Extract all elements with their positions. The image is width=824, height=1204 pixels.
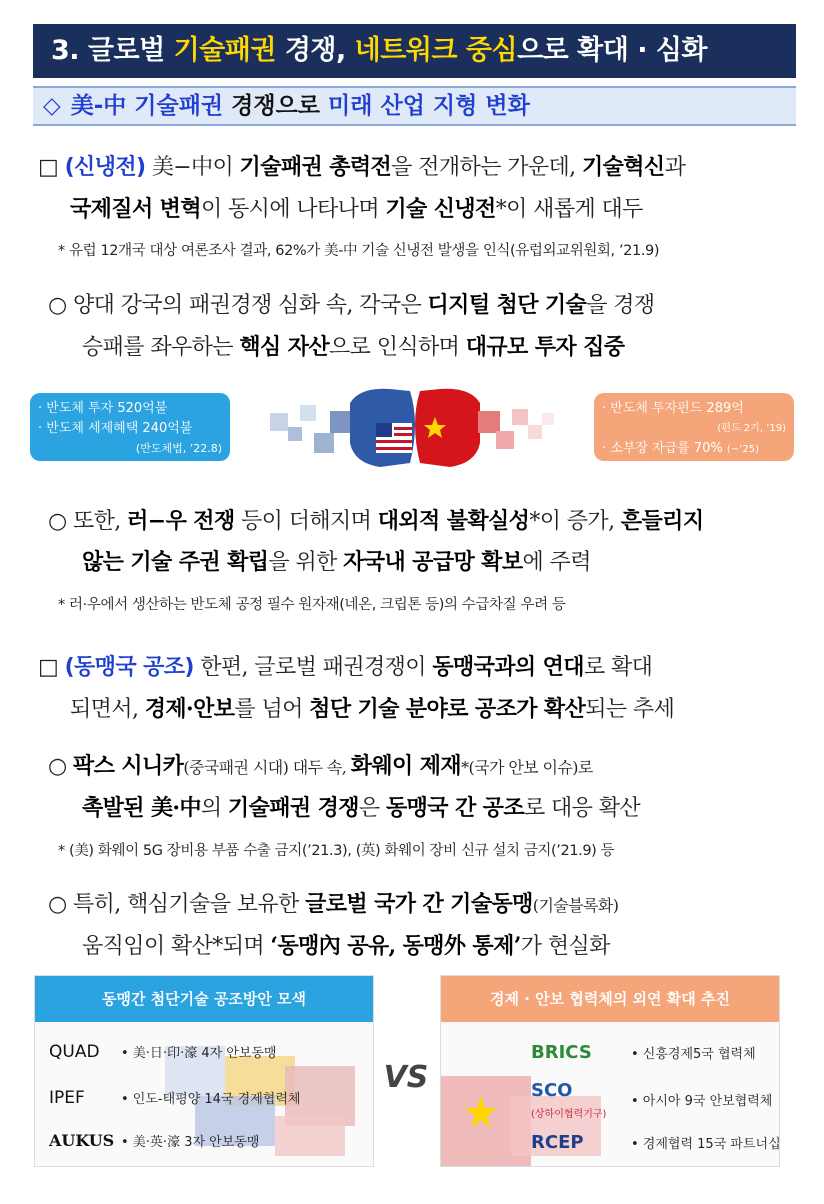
para-allies-line2	[70, 690, 674, 729]
text: *(국가 안보 이슈)로	[461, 758, 593, 777]
us-item-1: · 반도체 투자 520억불	[38, 401, 168, 416]
sco-row	[531, 1080, 772, 1122]
footnote-3: * (美) 화웨이 5G 장비용 부품 수출 금지(’21.3), (英) 화웨이 장비 신규 설치 금지(’21.9) 등	[58, 843, 615, 859]
text: *이 증가,	[529, 509, 621, 534]
text: 를 넘어	[234, 697, 310, 722]
cn-item-2-note: (~’25)	[726, 444, 760, 455]
text: 로 대응 확산	[523, 796, 641, 821]
text: 자국내 공급망 확보	[343, 549, 523, 575]
alliance-box-right	[440, 975, 780, 1167]
para-cold-war-line1	[38, 148, 685, 187]
subtitle-a: 美-中 기술패권	[70, 93, 224, 119]
ipef-row	[49, 1088, 300, 1108]
rcep-desc: • 경제협력 15국 파트너십	[631, 1137, 781, 1152]
text: 기술 신냉전	[385, 196, 496, 222]
text: *이 새롭게 대두	[495, 197, 643, 222]
text: 美−中이	[145, 155, 240, 180]
text: 이 동시에 나타나며	[200, 197, 386, 222]
sco-desc: • 아시아 9국 안보협력체	[631, 1094, 773, 1109]
text: 기술혁신	[581, 154, 665, 180]
text: 기술패권 경쟁	[227, 795, 359, 821]
para-war-line2	[82, 543, 591, 582]
text: 국제질서 변혁	[70, 196, 201, 222]
text: 을 위한	[268, 550, 344, 575]
right-box-title: 경제 · 안보 협력체의 외연 확대 추진	[441, 976, 779, 1022]
quad-logo: QUAD	[49, 1042, 100, 1062]
para-allies-line1	[38, 648, 652, 687]
title-mid: 경쟁,	[275, 35, 355, 66]
checkbox-icon: □	[38, 655, 59, 680]
text: 은	[358, 796, 386, 821]
alliance-box-left	[34, 975, 374, 1167]
text: 러−우 전쟁	[127, 508, 235, 534]
text: 팍스 시니카	[73, 753, 184, 779]
us-note: (반도체법, ’22.8)	[135, 442, 222, 455]
tag-cold-war: (신냉전)	[64, 155, 146, 180]
footnote-2: * 러·우에서 생산하는 반도체 공정 필수 원자재(네온, 크립톤 등)의 수급차질 우려 등	[58, 597, 566, 613]
text: 글로벌 국가 간 기술동맹	[305, 891, 533, 917]
aukus-row	[49, 1131, 259, 1150]
aukus-logo: AUKUS	[49, 1131, 115, 1150]
text: 가 현실화	[520, 934, 610, 959]
text: ○ 특히, 핵심기술을 보유한	[48, 892, 306, 917]
text: 으로 인식하며	[329, 335, 466, 360]
subtitle-bar	[33, 86, 796, 126]
brics-desc: • 신흥경제5국 협력체	[631, 1047, 756, 1062]
text: ‘동맹內 공유, 동맹外 통제’	[270, 933, 521, 959]
para-sinica-line1	[48, 747, 593, 787]
footnote-1: * 유럽 12개국 대상 여론조사 결과, 62%가 美-中 기술 신냉전 발생을 인식(유럽외교위원회, ’21.9)	[58, 243, 660, 259]
text: 동맹국 간 공조	[385, 795, 524, 821]
para-digital-line1	[48, 286, 655, 325]
section-title	[33, 24, 796, 78]
brics-row	[531, 1042, 756, 1063]
subtitle-c: 미래 산업 지형 변화	[328, 93, 530, 119]
us-item-2: · 반도체 세제혜택 240억불	[38, 421, 193, 436]
text: 을 경쟁	[586, 293, 655, 318]
text: 핵심 자산	[239, 334, 330, 360]
text: 동맹국과의 연대	[432, 654, 584, 680]
text: 않는 기술 주권 확립	[82, 549, 269, 575]
rcep-row	[531, 1132, 781, 1153]
cn-investment-bubble	[594, 393, 794, 461]
left-box-title: 동맹간 첨단기술 공조방안 모색	[35, 976, 373, 1022]
text: 기술패권 총력전	[239, 154, 392, 180]
text: 승패를 좌우하는	[82, 335, 240, 360]
text: (중국패권 시대) 대두 속,	[183, 758, 351, 777]
rcep-logo: RCEP	[531, 1132, 584, 1153]
text: 의	[200, 796, 228, 821]
sco-logo: SCO	[531, 1080, 573, 1101]
aukus-desc: • 美·英·濠 3자 안보동맹	[121, 1135, 260, 1150]
text: ○ 또한,	[48, 509, 128, 534]
para-sinica-line2	[82, 789, 640, 828]
text: 촉발된 美·中	[82, 795, 201, 821]
ipef-logo: IPEF	[49, 1088, 85, 1108]
text: 등이 더해지며	[234, 509, 378, 534]
vs-label: VS	[383, 1060, 429, 1095]
us-investment-bubble	[30, 393, 230, 461]
title-highlight-2: 네트워크 중심	[354, 35, 518, 66]
text: 로 확대	[583, 655, 653, 680]
text: (기술블록화)	[532, 896, 619, 915]
text: 되는 추세	[585, 697, 675, 722]
diamond-icon: ◇	[43, 93, 61, 119]
para-bloc-line2	[82, 927, 610, 966]
text: 과	[664, 155, 686, 180]
text: 흔들리지	[620, 508, 704, 534]
text: 첨단 기술 분야로 공조가 확산	[309, 696, 586, 722]
investment-banner	[30, 383, 794, 475]
boxing-gloves-image	[270, 383, 560, 475]
para-bloc-line1	[48, 885, 618, 925]
quad-desc: • 美·日·印·濠 4자 안보동맹	[121, 1046, 277, 1061]
subtitle-b: 경쟁으로	[223, 93, 329, 119]
text: 디지털 첨단 기술	[427, 292, 587, 318]
title-highlight-1: 기술패권	[173, 35, 276, 66]
text: 움직임이 확산*되며	[82, 934, 271, 959]
text: 을 전개하는 가운데,	[391, 155, 582, 180]
text: 한편, 글로벌 패권경쟁이	[193, 655, 433, 680]
text: 되면서,	[70, 697, 145, 722]
sco-sub: (상하이협력기구)	[531, 1109, 607, 1120]
tag-allies: (동맹국 공조)	[64, 655, 194, 680]
text: 경제·안보	[144, 696, 235, 722]
checkbox-icon: □	[38, 155, 59, 180]
para-cold-war-line2	[70, 190, 643, 229]
text: ○	[48, 754, 73, 779]
cn-item-1: · 반도체 투자펀드 289억	[602, 401, 744, 416]
text: 화웨이 제재	[350, 753, 462, 779]
brics-logo: BRICS	[531, 1042, 592, 1063]
text: ○ 양대 강국의 패권경쟁 심화 속, 각국은	[48, 293, 428, 318]
sco-logo-wrap	[531, 1080, 631, 1122]
cn-item-2: · 소부장 자급률 70%	[602, 441, 723, 456]
quad-row	[49, 1042, 277, 1062]
para-digital-line2	[82, 328, 624, 367]
text: 에 주력	[522, 550, 591, 575]
title-number: 3. 글로벌	[51, 35, 174, 66]
ipef-desc: • 인도-태평양 14국 경제협력체	[121, 1092, 301, 1107]
para-war-line1	[48, 502, 703, 541]
text: 대규모 투자 집중	[465, 334, 625, 360]
cn-note: (펀드 2기, ’19)	[717, 423, 786, 434]
text: 대외적 불확실성	[377, 508, 530, 534]
title-tail: 으로 확대 · 심화	[517, 35, 708, 66]
